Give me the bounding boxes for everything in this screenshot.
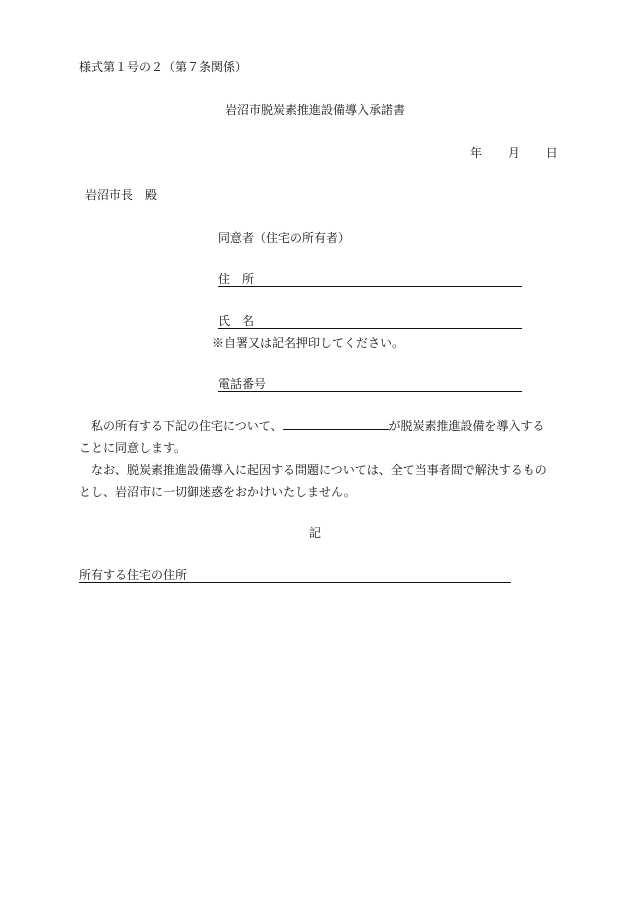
date-year-label: 年 xyxy=(470,146,483,160)
form-number: 様式第１号の２（第７条関係） xyxy=(79,60,248,74)
document-title: 岩沼市脱炭素推進設備導入承諾書 xyxy=(224,103,405,117)
owned-house-address-field[interactable] xyxy=(79,566,511,583)
phone-field[interactable] xyxy=(218,375,522,392)
addressee: 岩沼市長 殿 xyxy=(85,188,158,202)
name-field[interactable] xyxy=(218,312,522,329)
owned-house-address-label: 所有する住宅の住所 xyxy=(79,568,188,582)
consenter-heading: 同意者（住宅の所有者） xyxy=(218,231,351,245)
phone-label: 電話番号 xyxy=(218,377,267,391)
address-label: 住 所 xyxy=(218,272,255,286)
date-line xyxy=(470,144,558,161)
date-day-label: 日 xyxy=(545,146,558,160)
consent-p1-before: 私の所有する下記の住宅について、 xyxy=(79,419,283,433)
signature-note: ※自署又は記名押印してください。 xyxy=(212,336,405,350)
consent-p1-after: が脱炭素推進設備を導入することに同意します。 xyxy=(79,419,545,455)
name-label: 氏 名 xyxy=(218,314,255,328)
address-field[interactable] xyxy=(218,270,522,287)
consent-paragraph-2: なお、脱炭素推進設備導入に起因する問題については、全て当事者間で解決するものとし、岩沼市に一切御迷惑をおかけいたしません。 xyxy=(79,463,547,499)
date-month-label: 月 xyxy=(507,146,520,160)
ki-heading: 記 xyxy=(308,526,321,540)
consent-body xyxy=(79,415,551,503)
installer-name-blank[interactable] xyxy=(283,416,389,430)
consent-paragraph-1 xyxy=(79,415,551,459)
